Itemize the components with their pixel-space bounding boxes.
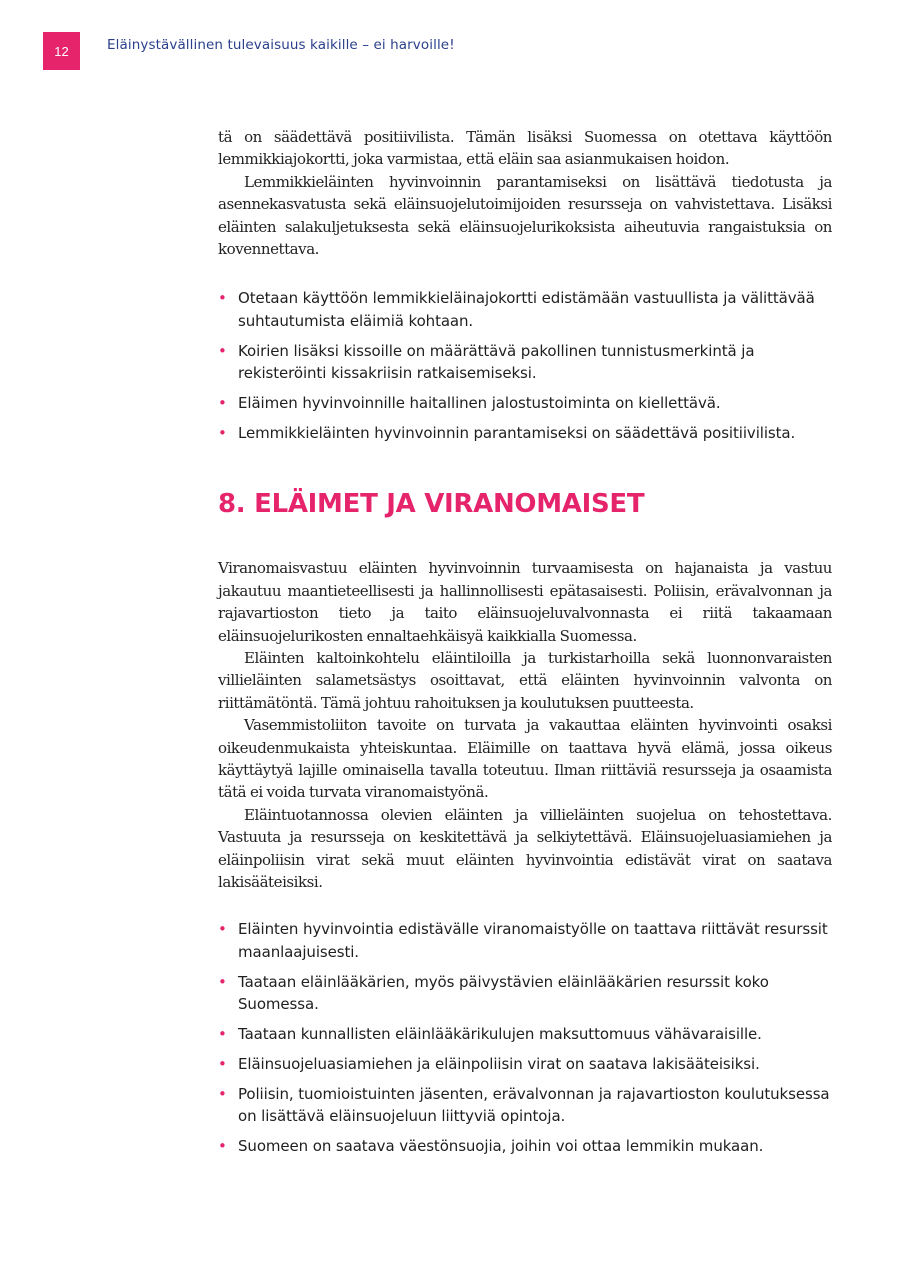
bullet-icon: • [218,394,227,413]
intro-paragraph: Lemmikkieläinten hyvinvoinnin parantamiseksi on lisättävä tiedotusta ja asennekasvatusta sekä eläinsuojelutoimijoiden resursseja on vahvistettava. Lisäksi eläinten salakuljetuksesta sekä eläinsuojelurikoksista aiheutuvia rangaistuksia on kovennettava. [218,172,832,259]
list-item-text: Taataan kunnallisten eläinlääkärikulujen maksuttomuus vähävaraisille. [238,1025,762,1044]
intro-bullet-list [218,287,832,444]
bullet-icon: • [218,920,227,939]
list-item-text: Poliisin, tuomioistuinten jäsenten, erävalvonnan ja rajavartioston koulutuksessa on lisättävä eläinsuojeluun liittyviä opintoja. [238,1084,830,1126]
section-paragraph: Eläinten kaltoinkohtelu eläintiloilla ja turkistarhoilla sekä luonnonvaraisten villieläinten salametsästys osoittavat, että eläinten hyvinvoinnin valvonta on riittämätöntä. Tämä johtuu rahoituksen ja koulutuksen puutteesta. [218,649,832,712]
list-item [218,1023,832,1045]
list-item-text: Koirien lisäksi kissoille on määrättävä pakollinen tunnistusmerkintä ja rekisteröinti kissakriisin ratkaisemiseksi. [238,341,755,383]
section-bullet-list [218,918,832,1157]
running-header-title: Eläinystävällinen tulevaisuus kaikille – ei harvoille! [107,37,455,53]
bullet-icon: • [218,1084,227,1103]
page-number: 12 [54,43,69,59]
section-body [218,557,832,893]
page-number-badge [43,32,80,70]
list-item-text: Taataan eläinlääkärien, myös päivystävien eläinlääkärien resurssit koko Suomessa. [238,972,769,1014]
bullet-icon: • [218,341,227,360]
list-item [218,287,832,332]
list-item-text: Suomeen on saatava väestönsuojia, joihin voi ottaa lemmikin mukaan. [238,1137,764,1156]
bullet-icon: • [218,423,227,442]
page-content [218,126,832,1165]
section-paragraph: Viranomaisvastuu eläinten hyvinvoinnin turvaamisesta on hajanaista ja vastuu jakautuu maantieteellisesti ja hallinnollisesti epätasaisesti. Poliisin, erävalvonnan ja rajavartioston tieto ja taito eläinsuojeluvalvonnasta ei riitä takaamaan eläinsuojelurikosten ennaltaehkäisyä kaikkialla Suomessa. [218,559,832,645]
section-heading: 8. ELÄIMET JA VIRANOMAISET [218,489,645,520]
list-item [218,1053,832,1075]
list-item [218,422,832,444]
list-item [218,971,832,1016]
bullet-icon: • [218,1025,227,1044]
bullet-icon: • [218,1055,227,1073]
section-paragraph: Eläintuotannossa olevien eläinten ja villieläinten suojelua on tehostettava. Vastuuta ja resursseja on keskitettävä ja selkiytettävä. Eläinsuojeluasiamiehen ja eläinpoliisin virat sekä muut eläinten hyvinvointia edistävät virat on saatava lakisääteisiksi. [218,805,832,892]
list-item [218,1135,832,1157]
section-paragraph: Vasemmistoliiton tavoite on turvata ja vakauttaa eläinten hyvinvointi osaksi oikeudenmukaista yhteiskuntaa. Eläimille on taattava hyvä elämä, jossa oikeus käyttäytyä lajille ominaisella tavalla toteutuu. Ilman riittäviä resursseja ja osaamista tätä ei voida turvata viranomaistyönä. [218,716,832,802]
bullet-icon: • [218,972,227,991]
list-item-text: Otetaan käyttöön lemmikkieläinajokortti edistämään vastuullista ja välittävää suhtautumista eläimiä kohtaan. [238,289,815,330]
list-item [218,340,832,385]
list-item-text: Eläinsuojeluasiamiehen ja eläinpoliisin virat on saatava lakisääteisiksi. [238,1055,760,1073]
list-item-text: Eläinten hyvinvointia edistävälle viranomaistyölle on taattava riittävät resurssit maanlaajuisesti. [238,920,828,961]
intro-paragraph: tä on säädettävä positiivilista. Tämän lisäksi Suomessa on otettava käyttöön lemmikkiajokortti, joka varmistaa, että eläin saa asianmukaisen hoidon. [218,128,832,169]
list-item-text: Lemmikkieläinten hyvinvoinnin parantamiseksi on säädettävä positiivilista. [238,423,796,442]
list-item-text: Eläimen hyvinvoinnille haitallinen jalostustoiminta on kiellettävä. [238,394,721,413]
bullet-icon: • [218,289,227,308]
list-item [218,1083,832,1128]
list-item [218,918,832,963]
bullet-icon: • [218,1137,227,1156]
list-item [218,392,832,414]
